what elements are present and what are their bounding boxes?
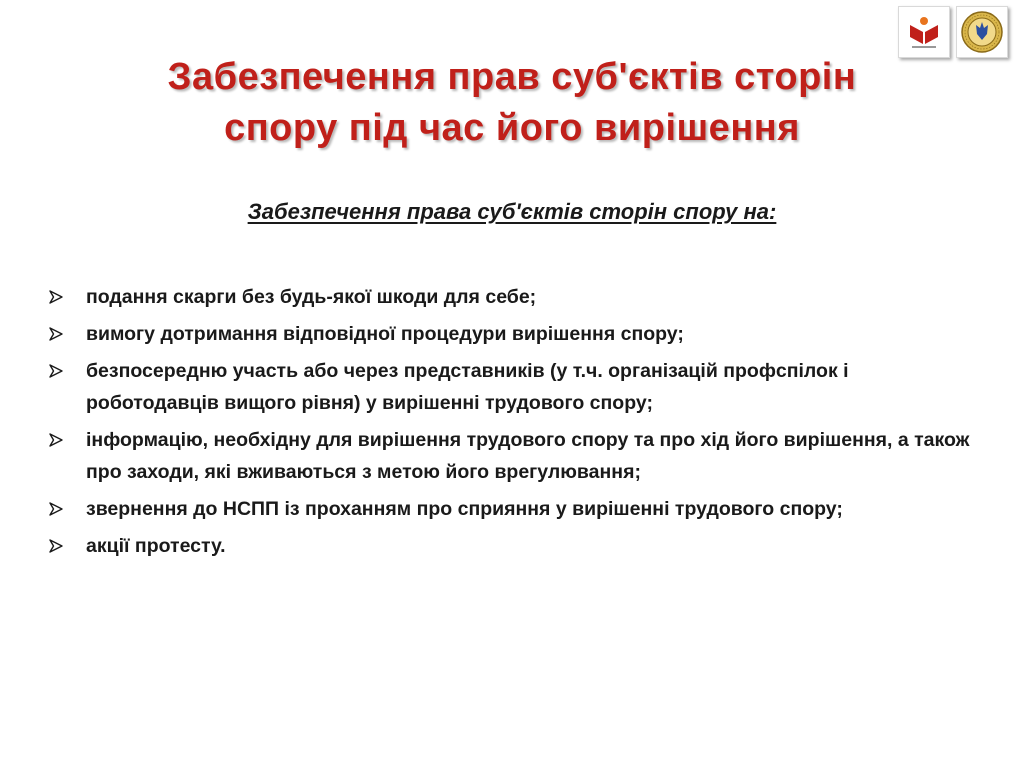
arrow-check-bullet-icon <box>46 493 66 525</box>
institute-logo <box>898 6 950 58</box>
list-item-text: безпосередню участь або через представників (у т.ч. організацій профспілок і роботодавців вищого рівня) у вирішенні трудового спору; <box>86 360 849 414</box>
slide-subtitle-text: Забезпечення права суб'єктів сторін спору на: <box>247 199 777 224</box>
arrow-check-bullet-icon <box>46 530 66 562</box>
arrow-check-bullet-icon <box>46 355 66 387</box>
arrow-check-bullet-icon <box>46 281 66 313</box>
slide-title-line-1: Забезпечення прав суб'єктів сторін <box>167 56 857 98</box>
list-item-text: звернення до НСПП із проханням про сприяння у вирішенні трудового спору; <box>86 498 843 520</box>
emblem-seal <box>956 6 1008 58</box>
slide-title-line-2: спору під час його вирішення <box>224 107 800 149</box>
arrow-check-bullet-icon <box>46 318 66 350</box>
arrow-check-bullet-icon <box>46 424 66 456</box>
list-item <box>46 424 976 488</box>
list-item-text: акції протесту. <box>86 535 226 557</box>
list-item-text: подання скарги без будь-якої шкоди для себе; <box>86 286 537 308</box>
logo-group <box>898 6 1008 58</box>
list-item-text: вимогу дотримання відповідної процедури вирішення спору; <box>86 323 684 345</box>
slide-subtitle <box>0 196 1024 228</box>
emblem-seal-icon <box>960 10 1004 54</box>
list-item <box>46 355 976 419</box>
list-item <box>46 493 976 525</box>
slide-title <box>60 52 964 154</box>
list-item-text: інформацію, необхідну для вирішення трудового спору та про хід його вирішення, а також про заходи, які вживаються з метою його врегулювання; <box>86 429 970 483</box>
rights-list <box>46 281 976 567</box>
list-item <box>46 530 976 562</box>
list-item <box>46 281 976 313</box>
institute-logo-icon <box>904 12 944 52</box>
list-item <box>46 318 976 350</box>
